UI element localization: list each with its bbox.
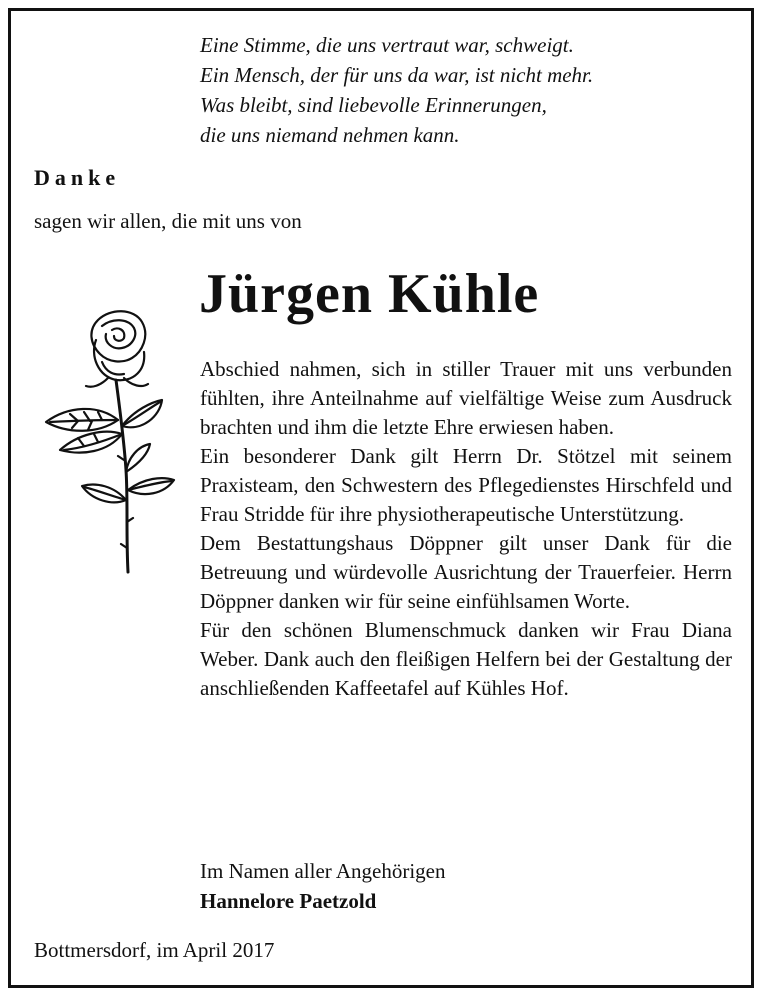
- rose-icon: [38, 300, 178, 580]
- signer-name: Hannelore Paetzold: [200, 889, 377, 913]
- verse-line: Ein Mensch, der für uns da war, ist nicht mehr.: [200, 63, 594, 87]
- heading-danke: Danke: [34, 165, 121, 190]
- verse-line: die uns niemand nehmen kann.: [200, 123, 460, 147]
- closing-block: [200, 856, 446, 916]
- place-date: Bottmersdorf, im April 2017: [34, 938, 275, 962]
- message-body: [200, 355, 732, 703]
- message-paragraph: Dem Bestattungshaus Döppner gilt unser Dank für die Betreuung und würdevolle Ausrichtung der Trauerfeier. Herrn Döppner danken wir für seine einfühlsamen Worte.: [200, 531, 732, 613]
- deceased-name: Jürgen Kühle: [199, 263, 540, 325]
- closing-line: Im Namen aller Angehörigen: [200, 859, 446, 883]
- message-paragraph: Abschied nahmen, sich in stiller Trauer mit uns verbunden fühlten, ihre Anteilnahme auf vielfältige Weise zum Ausdruck brachten und ihm die letzte Ehre erwiesen haben.: [200, 357, 732, 439]
- intro-line: sagen wir allen, die mit uns von: [34, 209, 302, 233]
- verse-line: Was bleibt, sind liebevolle Erinnerungen,: [200, 93, 547, 117]
- message-paragraph: Für den schönen Blumenschmuck danken wir Frau Diana Weber. Dank auch den fleißigen Helfern bei der Gestaltung der anschließenden Kaffeetafel auf Kühles Hof.: [200, 618, 732, 700]
- message-paragraph: Ein besonderer Dank gilt Herrn Dr. Stötzel mit seinem Praxisteam, den Schwestern des Pflegedienstes Hirschfeld und Frau Stridde für ihre physiotherapeutische Unterstützung.: [200, 444, 732, 526]
- memorial-verse: [200, 30, 593, 150]
- verse-line: Eine Stimme, die uns vertraut war, schweigt.: [200, 33, 574, 57]
